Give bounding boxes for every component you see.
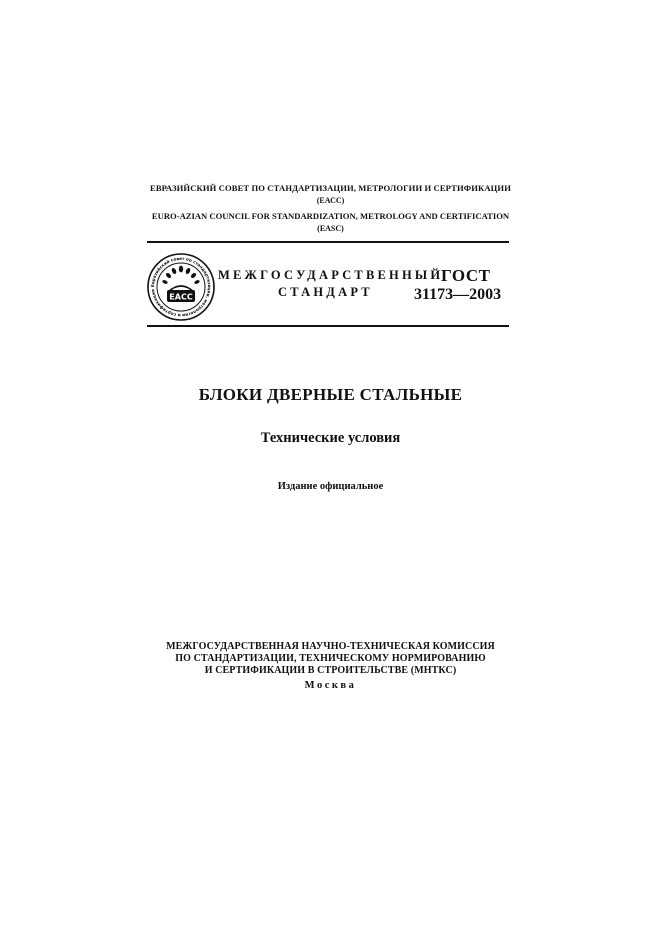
council-abbr-ru: (ЕАСС) (316, 196, 345, 205)
publisher-line-3: И СЕРТИФИКАЦИИ В СТРОИТЕЛЬСТВЕ (МНТКС) (204, 665, 457, 676)
publisher-line-1: МЕЖГОСУДАРСТВЕННАЯ НАУЧНО-ТЕХНИЧЕСКАЯ КОМИССИЯ (166, 641, 495, 652)
publisher-city: Москва (304, 680, 357, 691)
top-rule (147, 241, 509, 243)
gost-number: 31173—2003 (414, 286, 502, 303)
eacc-emblem-icon (146, 252, 216, 322)
document-title: БЛОКИ ДВЕРНЫЕ СТАЛЬНЫЕ (198, 385, 463, 404)
council-name-en: EURO-AZIAN COUNCIL FOR STANDARDIZATION, METROLOGY AND CERTIFICATION (151, 211, 510, 221)
council-name-ru: ЕВРАЗИЙСКИЙ СОВЕТ ПО СТАНДАРТИЗАЦИИ, МЕТРОЛОГИИ И СЕРТИФИКАЦИИ (149, 183, 511, 193)
interstate-label: МЕЖГОСУДАРСТВЕННЫЙ (218, 268, 444, 282)
edition-label: Издание официальное (277, 481, 384, 492)
council-abbr-en: (EASC) (317, 224, 344, 233)
emblem-ring-text: Евразийский совет по стандартизации, метрологии и сертификации (149, 255, 213, 319)
standart-label: СТАНДАРТ (278, 285, 373, 299)
gost-label: ГОСТ (441, 266, 491, 285)
bottom-rule (147, 325, 509, 327)
publisher-line-2: ПО СТАНДАРТИЗАЦИИ, ТЕХНИЧЕСКОМУ НОРМИРОВАНИЮ (175, 653, 486, 664)
emblem-label: EACC (169, 292, 193, 302)
document-subtitle: Технические условия (260, 430, 401, 446)
